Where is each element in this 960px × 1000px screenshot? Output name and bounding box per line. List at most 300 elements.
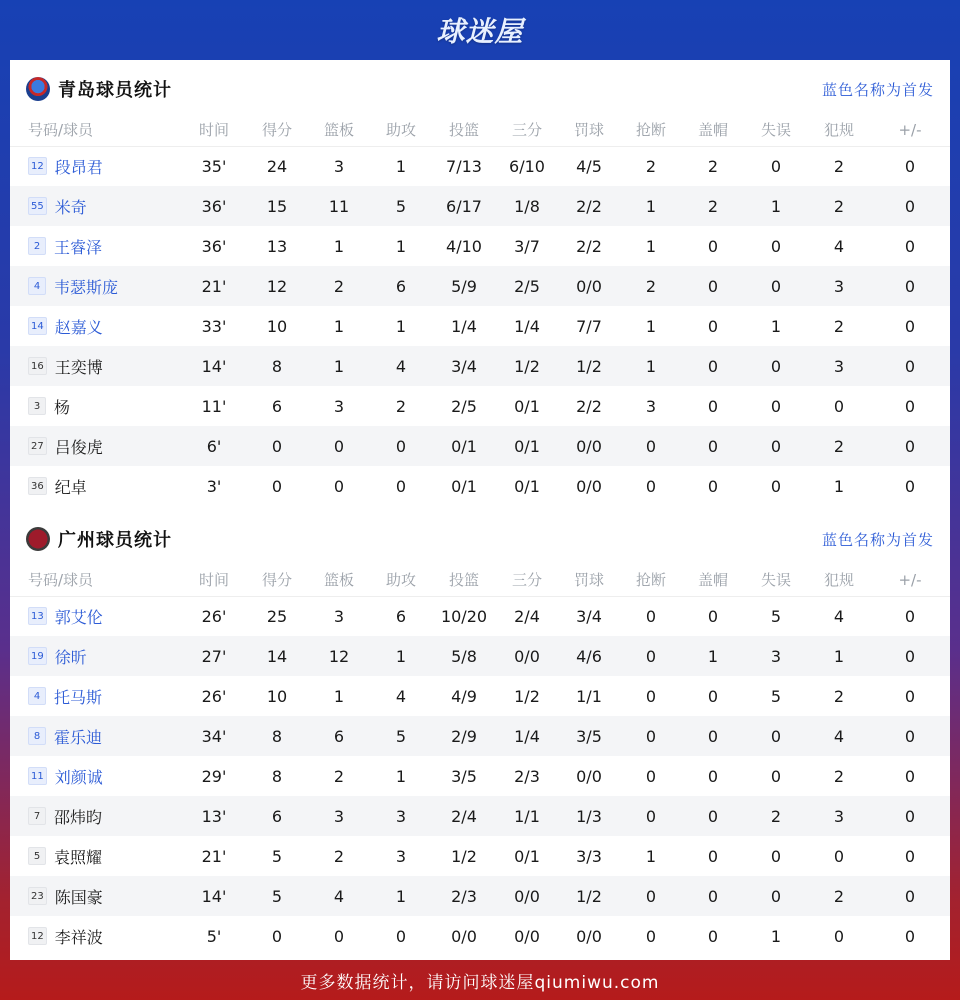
stat-cell: 0 (744, 716, 808, 756)
stat-cell: 0 (645, 606, 657, 626)
stat-cell: 8 (246, 346, 308, 386)
jersey-number: 19 (28, 647, 47, 665)
stat-cell: 15 (246, 186, 308, 226)
stat-cell: 1 (620, 186, 682, 226)
stat-cell: 0/0 (451, 926, 477, 946)
stat-cell: 14' (182, 346, 246, 386)
jersey-number: 23 (28, 887, 47, 905)
player-name[interactable]: 郭艾伦 (54, 607, 103, 627)
stat-cell: 1 (682, 636, 744, 676)
stat-cell: 0 (904, 156, 916, 176)
stat-cell: 2/2 (558, 186, 620, 226)
player-cell (10, 916, 182, 956)
jersey-number: 55 (28, 197, 47, 215)
player-cell (10, 346, 182, 386)
stat-cell: 4 (308, 876, 370, 916)
stat-cell: 14 (246, 636, 308, 676)
jersey-number: 7 (28, 807, 46, 825)
stat-cell: 1 (395, 156, 407, 176)
stat-cell: 1 (395, 766, 407, 786)
jersey-number: 13 (28, 607, 47, 625)
stat-cell: 1/1 (496, 796, 558, 836)
jersey-number: 3 (28, 397, 46, 415)
stat-cell: 0 (395, 926, 407, 946)
column-header: 犯规 (808, 564, 870, 596)
stat-cell: 11 (308, 186, 370, 226)
stat-cell: 2 (308, 266, 370, 306)
stat-cell: 12 (246, 266, 308, 306)
stat-cell: 1 (770, 316, 782, 336)
player-row (10, 716, 950, 756)
stat-cell: 10 (266, 686, 288, 706)
stat-cell: 4/5 (576, 156, 602, 176)
stat-cell: 0 (833, 396, 845, 416)
stat-cell: 1/2 (558, 346, 620, 386)
player-name[interactable]: 刘颜诚 (54, 767, 103, 787)
stat-cell: 3 (333, 156, 345, 176)
column-header: 篮板 (308, 114, 370, 146)
player-cell (10, 306, 182, 346)
column-header: 失误 (744, 564, 808, 596)
stat-cell: 4 (833, 606, 845, 626)
stat-cell: 5 (246, 876, 308, 916)
stat-cell: 0 (246, 426, 308, 466)
column-header: 时间 (182, 114, 246, 146)
stat-cell: 0 (707, 316, 719, 336)
player-row (10, 676, 950, 716)
player-name[interactable]: 杨 (54, 397, 71, 417)
stat-cell: 0 (770, 846, 782, 866)
stat-cell: 0 (833, 846, 845, 866)
player-cell (10, 716, 182, 756)
stat-cell: 0 (870, 716, 950, 756)
stat-cell: 0 (870, 636, 950, 676)
stat-cell: 0 (620, 796, 682, 836)
stat-cell: 0/1 (451, 476, 477, 496)
stat-cell: 6 (370, 266, 432, 306)
player-name[interactable]: 米奇 (54, 197, 87, 217)
stat-cell: 2 (682, 186, 744, 226)
stat-cell: 21' (182, 266, 246, 306)
column-header: 助攻 (370, 114, 432, 146)
player-name[interactable]: 纪卓 (54, 477, 87, 497)
player-cell (10, 596, 182, 636)
stat-cell: 0 (770, 156, 782, 176)
stat-cell: 0 (271, 926, 283, 946)
stat-cell: 2 (333, 846, 345, 866)
jersey-number: 12 (28, 157, 47, 175)
column-header: +/- (870, 114, 950, 146)
stat-cell: 0 (707, 236, 719, 256)
player-cell (10, 386, 182, 426)
stat-cell: 34' (182, 716, 246, 756)
stat-cell: 10/20 (440, 606, 488, 626)
stat-cell: 2/5 (451, 396, 477, 416)
column-header: 犯规 (808, 114, 870, 146)
jersey-number: 11 (28, 767, 47, 785)
player-name[interactable]: 王奕博 (54, 357, 103, 377)
stat-cell: 0 (904, 236, 916, 256)
stat-cell: 2 (833, 156, 845, 176)
stat-cell: 0 (904, 846, 916, 866)
stat-cell: 5 (770, 686, 782, 706)
jersey-number: 8 (28, 727, 46, 745)
player-name[interactable]: 霍乐迪 (54, 727, 103, 747)
stat-cell: 1/3 (558, 796, 620, 836)
player-cell (10, 756, 182, 796)
stat-cell: 7/7 (576, 316, 602, 336)
stat-cell: 2/4 (514, 606, 540, 626)
stat-cell: 0 (707, 926, 719, 946)
player-name[interactable]: 赵嘉义 (54, 317, 103, 337)
stat-cell: 2 (808, 876, 870, 916)
stat-cell: 36' (201, 236, 227, 256)
jersey-number: 4 (28, 277, 46, 295)
stat-cell: 0 (707, 476, 719, 496)
player-name[interactable]: 徐昕 (54, 647, 87, 667)
stat-cell: 0 (707, 606, 719, 626)
stat-cell: 6' (182, 426, 246, 466)
stat-cell: 1/2 (514, 686, 540, 706)
stat-cell: 0 (620, 716, 682, 756)
stat-cell: 1 (395, 316, 407, 336)
stat-cell: 1 (370, 876, 432, 916)
stat-cell: 1/2 (558, 876, 620, 916)
stat-cell: 1 (744, 186, 808, 226)
column-header: 号码/球员 (10, 114, 182, 146)
stat-cell: 2/3 (514, 766, 540, 786)
stat-cell: 0/1 (432, 426, 496, 466)
jersey-number: 16 (28, 357, 47, 375)
stat-cell: 4/9 (451, 686, 477, 706)
stat-cell: 0 (770, 476, 782, 496)
stat-cell: 0/0 (558, 426, 620, 466)
stat-cell: 3' (206, 476, 222, 496)
player-name[interactable]: 王睿泽 (54, 237, 103, 257)
stat-cell: 2 (833, 316, 845, 336)
player-cell (10, 466, 182, 506)
column-header: 抢断 (620, 114, 682, 146)
team-title: 青岛球员统计 (58, 80, 172, 101)
stat-cell: 26' (201, 606, 227, 626)
stats-panel (10, 60, 950, 960)
stat-cell: 2 (620, 266, 682, 306)
stat-cell: 1 (620, 346, 682, 386)
stat-cell: 2 (645, 156, 657, 176)
player-row (10, 836, 950, 876)
stat-cell: 1/4 (496, 716, 558, 756)
stat-cell: 5/9 (432, 266, 496, 306)
stat-cell: 5 (770, 606, 782, 626)
player-cell (10, 636, 182, 676)
stat-cell: 7/13 (446, 156, 482, 176)
stat-cell: 1 (833, 476, 845, 496)
stat-cell: 4/6 (558, 636, 620, 676)
stat-cell: 5/8 (432, 636, 496, 676)
stat-cell: 3 (370, 796, 432, 836)
stat-cell: 0 (904, 926, 916, 946)
stat-cell: 2 (707, 156, 719, 176)
stat-cell: 0 (682, 346, 744, 386)
stat-cell: 0 (682, 716, 744, 756)
stat-cell: 0 (707, 396, 719, 416)
stat-cell: 0/0 (496, 876, 558, 916)
stat-cell: 13' (182, 796, 246, 836)
stat-cell: 2/9 (432, 716, 496, 756)
stat-cell: 10 (266, 316, 288, 336)
column-header: 篮板 (308, 564, 370, 596)
column-header: 时间 (182, 564, 246, 596)
stat-cell: 3/3 (576, 846, 602, 866)
stat-cell: 2/4 (432, 796, 496, 836)
stat-cell: 8 (246, 716, 308, 756)
team-title: 广州球员统计 (58, 530, 172, 551)
jersey-number: 27 (28, 437, 47, 455)
stat-cell: 3/4 (576, 606, 602, 626)
stat-cell: 1/2 (496, 346, 558, 386)
stat-cell: 1 (333, 236, 345, 256)
stat-cell: 0/0 (496, 636, 558, 676)
stat-cell: 35' (201, 156, 227, 176)
stat-cell: 6 (271, 396, 283, 416)
stat-cell: 2 (333, 766, 345, 786)
player-row (10, 306, 950, 346)
player-row (10, 346, 950, 386)
player-row (10, 186, 950, 226)
stat-cell: 0 (645, 766, 657, 786)
stat-cell: 0 (770, 236, 782, 256)
stats-table-guangzhou (10, 564, 950, 956)
stat-cell: 1 (333, 686, 345, 706)
stat-cell: 0 (707, 686, 719, 706)
stat-cell: 3 (333, 606, 345, 626)
stat-cell: 3/5 (451, 766, 477, 786)
stat-cell: 6/17 (432, 186, 496, 226)
player-cell (10, 146, 182, 186)
stat-cell: 2/3 (432, 876, 496, 916)
player-row (10, 146, 950, 186)
stat-cell: 4 (833, 236, 845, 256)
stat-cell: 0/0 (576, 476, 602, 496)
column-header: 助攻 (370, 564, 432, 596)
stat-cell: 1 (645, 236, 657, 256)
player-row (10, 756, 950, 796)
stat-cell: 0 (395, 476, 407, 496)
stat-cell: 0 (682, 266, 744, 306)
column-header: 号码/球员 (10, 564, 182, 596)
column-header: 三分 (496, 564, 558, 596)
starter-note: 蓝色名称为首发 (821, 530, 934, 549)
stat-cell: 0 (904, 476, 916, 496)
stat-cell: 5 (271, 846, 283, 866)
stat-cell: 12 (308, 636, 370, 676)
player-name[interactable]: 袁照耀 (54, 847, 103, 867)
stat-cell: 0 (744, 266, 808, 306)
player-name[interactable]: 吕俊虎 (54, 437, 103, 457)
stat-cell: 0/0 (576, 766, 602, 786)
player-row (10, 386, 950, 426)
player-name[interactable]: 李祥波 (54, 927, 103, 947)
stat-cell: 25 (266, 606, 288, 626)
player-row (10, 426, 950, 466)
stat-cell: 2/2 (576, 236, 602, 256)
stat-cell: 0 (333, 926, 345, 946)
stat-cell: 29' (201, 766, 227, 786)
table-header-row (10, 114, 950, 146)
stat-cell: 1/4 (451, 316, 477, 336)
stat-cell: 2 (833, 686, 845, 706)
guangzhou-team-logo-icon (26, 527, 50, 551)
stat-cell: 3/5 (558, 716, 620, 756)
player-cell (10, 836, 182, 876)
stat-cell: 21' (201, 846, 227, 866)
column-header: 得分 (246, 114, 308, 146)
stat-cell: 0/0 (576, 926, 602, 946)
stat-cell: 27' (182, 636, 246, 676)
stat-cell: 1 (808, 636, 870, 676)
stat-cell: 3 (808, 346, 870, 386)
stat-cell: 1 (395, 236, 407, 256)
stat-cell: 2/5 (496, 266, 558, 306)
jersey-number: 4 (28, 687, 46, 705)
player-row (10, 876, 950, 916)
stat-cell: 8 (271, 766, 283, 786)
jersey-number: 14 (28, 317, 47, 335)
player-cell (10, 186, 182, 226)
player-cell (10, 226, 182, 266)
stat-cell: 24 (266, 156, 288, 176)
column-header: +/- (870, 564, 950, 596)
stat-cell: 3 (808, 266, 870, 306)
stat-cell: 5 (370, 716, 432, 756)
stat-cell: 2 (395, 396, 407, 416)
stat-cell: 0/1 (496, 426, 558, 466)
player-name[interactable]: 段昂君 (54, 157, 103, 177)
player-name[interactable]: 托马斯 (54, 687, 103, 707)
stat-cell: 3 (645, 396, 657, 416)
column-header: 三分 (496, 114, 558, 146)
stat-cell: 5' (206, 926, 222, 946)
jersey-number: 36 (28, 477, 47, 495)
stat-cell: 4 (395, 686, 407, 706)
jersey-number: 12 (28, 927, 47, 945)
stat-cell: 0 (707, 846, 719, 866)
stat-cell: 6/10 (509, 156, 545, 176)
stat-cell: 0 (770, 766, 782, 786)
stat-cell: 13 (266, 236, 288, 256)
stat-cell: 0/1 (514, 396, 540, 416)
starter-note: 蓝色名称为首发 (821, 80, 934, 99)
column-header: 投篮 (432, 114, 496, 146)
stat-cell: 3/7 (514, 236, 540, 256)
stat-cell: 0/1 (514, 476, 540, 496)
team-header-qingdao (10, 60, 950, 118)
player-row (10, 466, 950, 506)
stat-cell: 0 (682, 426, 744, 466)
stat-cell: 3 (308, 796, 370, 836)
stat-cell: 0 (707, 766, 719, 786)
column-header: 投篮 (432, 564, 496, 596)
stat-cell: 36' (182, 186, 246, 226)
player-cell (10, 266, 182, 306)
stat-cell: 0 (870, 876, 950, 916)
player-name[interactable]: 邵炜昀 (54, 807, 103, 827)
stat-cell: 4/10 (446, 236, 482, 256)
stat-cell: 1/1 (576, 686, 602, 706)
stat-cell: 3 (808, 796, 870, 836)
stat-cell: 0 (904, 766, 916, 786)
stats-table-qingdao (10, 114, 950, 506)
player-cell (10, 796, 182, 836)
stat-cell: 0 (682, 876, 744, 916)
stat-cell: 0 (620, 426, 682, 466)
stat-cell: 1 (308, 346, 370, 386)
player-name[interactable]: 陈国豪 (54, 887, 103, 907)
stat-cell: 0 (904, 606, 916, 626)
stat-cell: 0 (870, 426, 950, 466)
player-row (10, 596, 950, 636)
player-cell (10, 876, 182, 916)
stat-cell: 0 (904, 686, 916, 706)
stat-cell: 2 (808, 186, 870, 226)
stat-cell: 0 (870, 796, 950, 836)
brand-logo: 球迷屋 (436, 15, 524, 48)
stat-cell: 14' (182, 876, 246, 916)
stat-cell: 5 (370, 186, 432, 226)
stat-cell: 0 (620, 636, 682, 676)
stat-cell: 0 (370, 426, 432, 466)
table-header-row (10, 564, 950, 596)
stat-cell: 11' (201, 396, 227, 416)
stat-cell: 0/0 (514, 926, 540, 946)
stat-cell: 0 (645, 686, 657, 706)
qingdao-team-logo-icon (26, 77, 50, 101)
stat-cell: 33' (201, 316, 227, 336)
stat-cell: 2/2 (576, 396, 602, 416)
stat-cell: 0 (682, 796, 744, 836)
column-header: 盖帽 (682, 564, 744, 596)
stat-cell: 0 (870, 346, 950, 386)
stat-cell: 0 (904, 316, 916, 336)
stat-cell: 1 (333, 316, 345, 336)
stat-cell: 4 (370, 346, 432, 386)
player-name[interactable]: 韦瑟斯庞 (54, 277, 119, 297)
player-row (10, 226, 950, 266)
column-header: 抢断 (620, 564, 682, 596)
player-cell (10, 426, 182, 466)
footer-link-text[interactable]: 更多数据统计，请访问球迷屋qiumiwu.com (300, 972, 660, 993)
stat-cell: 2 (833, 766, 845, 786)
player-row (10, 636, 950, 676)
stat-cell: 0 (271, 476, 283, 496)
stat-cell: 1/4 (514, 316, 540, 336)
player-row (10, 266, 950, 306)
stat-cell: 6 (308, 716, 370, 756)
stat-cell: 1/8 (496, 186, 558, 226)
stat-cell: 6 (395, 606, 407, 626)
stat-cell: 1 (645, 316, 657, 336)
stat-cell: 0 (870, 266, 950, 306)
stat-cell: 6 (246, 796, 308, 836)
stat-cell: 0 (645, 476, 657, 496)
stat-cell: 4 (808, 716, 870, 756)
stat-cell: 0/0 (558, 266, 620, 306)
player-row (10, 796, 950, 836)
player-cell (10, 676, 182, 716)
stat-cell: 3 (333, 396, 345, 416)
stat-cell: 0 (620, 876, 682, 916)
stat-cell: 0 (870, 186, 950, 226)
